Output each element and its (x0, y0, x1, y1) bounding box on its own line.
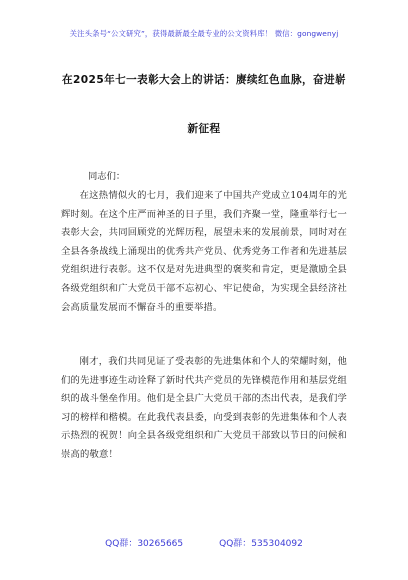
footer (0, 536, 408, 549)
paragraph-1: 在这热情似火的七月，我们迎来了中国共产党成立104周年的光辉时刻。在这个庄严而神圣的日子里，我们齐聚一堂，隆重举行七一表彰大会，共同回顾党的光辉历程，展望未来的发展前景，同时对在全县各条战线上涌现出的优秀共产党员、优秀党务工作者和先进基层党组织进行表彰。这不仅是对先进典型的褒奖和肯定，更是激励全县各级党组织和广大党员干部不忘初心、牢记使命，为实现全县经济社会高质量发展而不懈奋斗的重要举措。 (61, 190, 347, 313)
greeting: 同志们： (88, 171, 126, 182)
document-title-line-2: 新征程 (187, 123, 221, 135)
paragraph-2: 刚才，我们共同见证了受表彰的先进集体和个人的荣耀时刻，他们的先进事迹生动诠释了新时代共产党员的先锋模范作用和基层党组织的战斗堡垒作用。他们是全县广大党员干部的杰出代表，是我们学习的榜样和楷模。在此我代表县委，向受到表彰的先进集体和个人表示热烈的祝贺！向全县各级党组织和广大党员干部致以节日的问候和崇高的敬意！ (61, 356, 347, 460)
header-note: 关注头条号“公文研究”，获得最新最全最专业的公文资料库！ 微信：gongwenyj (69, 29, 339, 38)
footer-qq-group-2: QQ群：535304092 (219, 539, 303, 549)
footer-qq-group-1: QQ群：30265665 (105, 539, 184, 549)
document-title-line-1: 在2025年七一表彰大会上的讲话：赓续红色血脉，奋进崭 (62, 74, 346, 86)
